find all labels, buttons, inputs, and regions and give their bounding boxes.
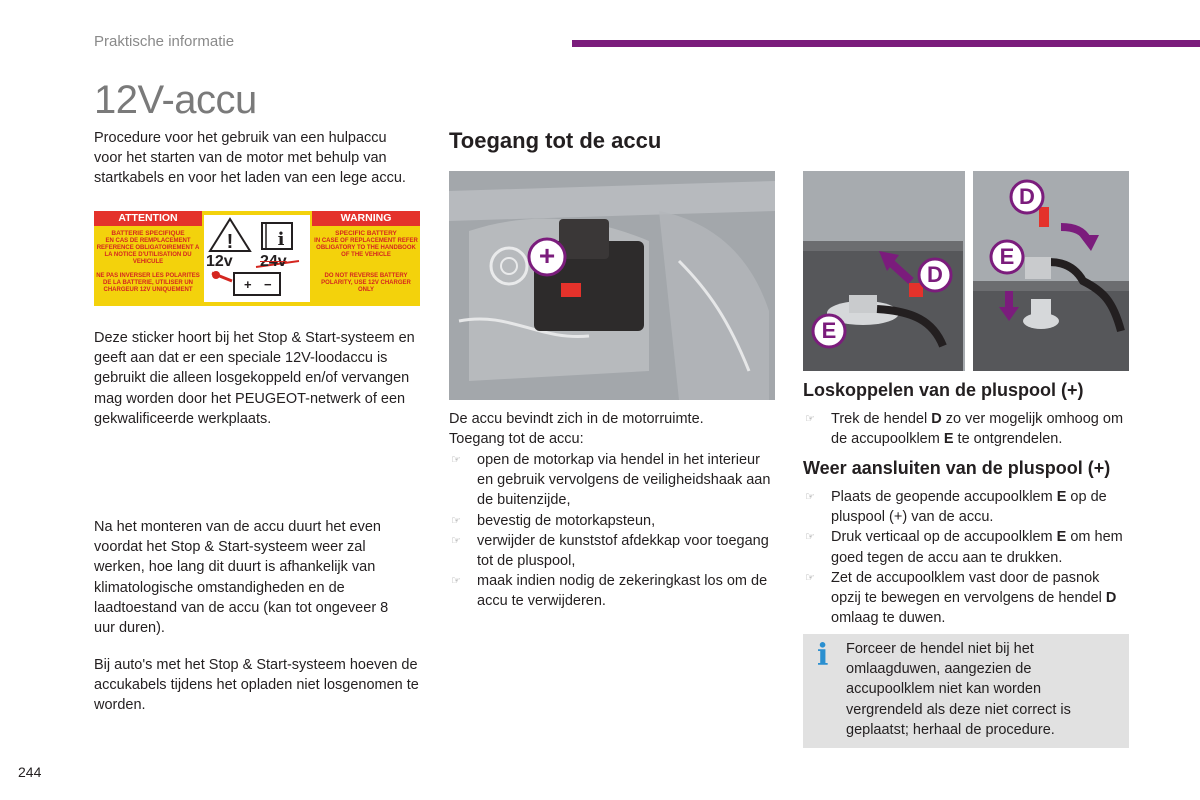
engine-bay-drawing: [449, 171, 775, 400]
page-number: 244: [18, 764, 42, 780]
step-text: op de pluspool (+) van de accu.: [831, 489, 1107, 526]
step-text: zo ver mogelijk omhoog om de accupoolklem: [831, 411, 1124, 448]
page-title: 12V-accu: [94, 78, 257, 122]
step-bold: E: [1056, 529, 1067, 546]
pointing-hand-icon: ☞: [805, 571, 815, 584]
header-accent-bar: [572, 40, 1200, 47]
list-item: [449, 450, 775, 511]
pointing-hand-icon: ☞: [805, 491, 815, 503]
info-box: [803, 634, 1129, 748]
list-item: [803, 409, 1129, 449]
step-text: Plaats de geopende accupoolklem: [831, 489, 1057, 505]
step-bold: D: [1105, 590, 1117, 607]
access-location: [449, 409, 775, 449]
mounting-note-text: Na het monteren van de accu duurt het even voordat het Stop & Start-systeem weer zal werken, hoe lang dit duurt is afhankelijk van klimatologische omstandigheden en de laadtoestand van de accu (kan tot ongeveer 8 uur duren).: [94, 519, 389, 637]
sticker-warning: WARNING: [312, 211, 420, 226]
battery-warning-sticker: [94, 211, 420, 306]
list-item: [449, 571, 775, 611]
sticker-12v: 12v: [206, 253, 233, 270]
svg-text:−: −: [264, 277, 272, 292]
pointing-hand-icon: ☞: [805, 413, 815, 425]
reconnect-heading: Weer aansluiten van de pluspool (+): [803, 458, 1111, 478]
access-steps-list: [449, 450, 775, 612]
list-item: [803, 568, 1129, 629]
intro-paragraph: [94, 128, 414, 189]
svg-text:+: +: [244, 277, 252, 292]
step-bold: E: [1056, 489, 1067, 505]
reconnect-steps-list: [803, 487, 1129, 628]
sticker-en-title: SPECIFIC BATTERY: [335, 230, 397, 237]
step-text: te ontgrendelen.: [953, 431, 1063, 448]
sticker-en-bottom: DO NOT REVERSE BATTERY POLARITY, USE 12V CHARGER ONLY: [321, 273, 411, 293]
step-text: omlaag te duwen.: [831, 610, 946, 627]
mounting-note: [94, 517, 408, 638]
list-item: [449, 531, 775, 571]
battery-clamp-illustration: [803, 171, 1129, 371]
pointing-hand-icon: ☞: [451, 534, 461, 547]
section-label: Praktische informatie: [94, 33, 235, 50]
list-item-text: maak indien nodig de zekeringkast los om de accu te verwijderen.: [477, 573, 768, 610]
access-label-text: Toegang tot de accu:: [449, 431, 584, 448]
list-item-text: bevestig de motorkapsteun,: [477, 512, 656, 529]
info-icon: i: [817, 638, 829, 673]
sticker-fr-text: EN CAS DE REMPLACEMENT REFERENCE OBLIGATOIREMENT A LA NOTICE D'UTILISATION DU VEHICULE: [96, 238, 200, 265]
step-bold: D: [931, 411, 942, 427]
sticker-center-panel: [204, 215, 310, 302]
pointing-hand-icon: ☞: [805, 531, 815, 544]
list-item-text: open de motorkap via hendel in het interieur en gebruik vervolgens de veiligheidshaak aan de buitenzijde,: [477, 452, 771, 509]
disconnect-steps-list: [803, 409, 1129, 449]
charging-note: [94, 655, 420, 716]
svg-text:!: !: [226, 231, 234, 253]
sticker-note: [94, 328, 420, 429]
info-text: Forceer de hendel niet bij het omlaagduwen, aangezien de accupoolklem niet kan worden vergrendeld als deze niet correct is geplaatst; herhaal de procedure.: [846, 641, 1071, 738]
battery-clamp-drawing: [803, 171, 1129, 371]
step-bold: E: [943, 431, 954, 448]
sticker-attention: ATTENTION: [94, 211, 202, 226]
pointing-hand-icon: ☞: [451, 514, 461, 527]
pointing-hand-icon: ☞: [451, 575, 461, 588]
lever-d-label-2: D: [1019, 184, 1035, 209]
engine-bay-illustration: [449, 171, 775, 400]
step-text: Zet de accupoolklem vast door de pasnok opzij te bewegen en vervolgens de hendel: [831, 569, 1106, 607]
sticker-fr-title: BATTERIE SPECIFIQUE: [111, 230, 185, 237]
sticker-en-text: IN CASE OF REPLACEMENT REFER OBLIGATORY TO THE HANDBOOK OF THE VEHICLE: [314, 238, 418, 258]
disconnect-heading: Loskoppelen van de pluspool (+): [803, 380, 1084, 400]
access-heading: Toegang tot de accu: [449, 128, 662, 153]
list-item-text: verwijder de kunststof afdekkap voor toegang tot de pluspool,: [477, 532, 769, 570]
charging-note-text: Bij auto's met het Stop & Start-systeem hoeven de accukabels tijdens het opladen niet losgenomen te worden.: [94, 657, 419, 714]
clamp-e-label-2: E: [999, 244, 1015, 269]
sticker-24v: 24v: [260, 253, 287, 270]
plus-terminal-label: +: [538, 240, 556, 271]
clamp-e-label: E: [821, 318, 837, 343]
pointing-hand-icon: ☞: [451, 454, 461, 466]
access-location-text: De accu bevindt zich in de motorruimte.: [449, 411, 704, 427]
step-text: om hem goed tegen de accu aan te drukken.: [831, 529, 1123, 566]
step-text: Druk verticaal op de accupoolklem: [831, 529, 1057, 546]
svg-text:i: i: [277, 229, 285, 250]
list-item: [449, 511, 775, 531]
list-item: [803, 487, 1129, 527]
step-text: Trek de hendel: [831, 411, 932, 427]
sticker-fr-bottom: NE PAS INVERSER LES POLARITES DE LA BATTERIE, UTILISER UN CHARGEUR 12V UNIQUEMENT: [96, 273, 200, 293]
list-item: [803, 527, 1129, 567]
lever-d-label: D: [927, 262, 943, 287]
intro-text: Procedure voor het gebruik van een hulpaccu voor het starten van de motor met behulp van startkabels en voor het laden van een lege accu.: [94, 130, 406, 187]
sticker-note-text: Deze sticker hoort bij het Stop & Start-systeem en geeft aan dat er een speciale 12V-loodaccu is gebruikt die alleen losgekoppeld en/of vervangen mag worden door het PEUGEOT-netwerk of een gekwalificeerde werkplaats.: [94, 330, 415, 427]
